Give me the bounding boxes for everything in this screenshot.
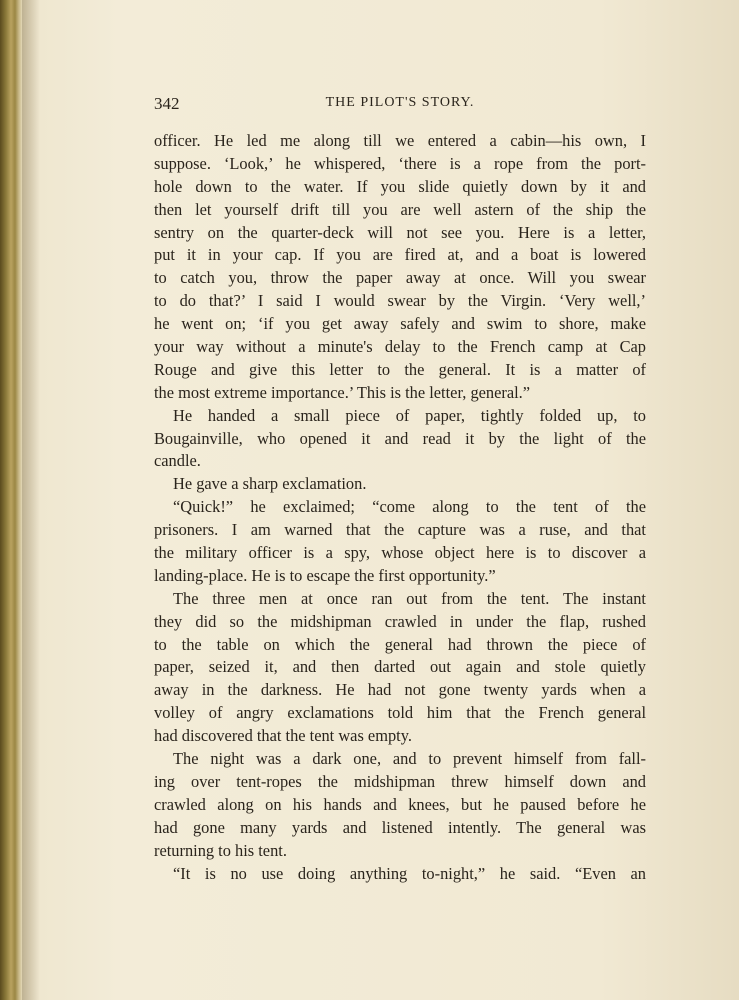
text-line: he went on; ‘if you get away safely and swim to shore, make xyxy=(154,314,646,334)
text-line: landing-place. He is to escape the first opportunity.” xyxy=(154,565,496,585)
text-line: your way without a minute's delay to the French camp at Cap xyxy=(154,337,646,357)
book-spine xyxy=(0,0,22,1000)
text-line: prisoners. I am warned that the capture was a ruse, and that xyxy=(154,520,646,540)
text-line: volley of angry exclamations told him that the French general xyxy=(154,703,646,723)
text-line: suppose. ‘Look,’ he whispered, ‘there is a rope from the port- xyxy=(154,153,646,173)
text-line: ing over tent-ropes the midshipman threw himself down and xyxy=(154,771,646,791)
text-line: paper, seized it, and then darted out again and stole quietly xyxy=(154,657,646,677)
text-line: He handed a small piece of paper, tightly folded up, to xyxy=(173,405,646,425)
gutter-shadow xyxy=(22,0,40,1000)
text-line: Rouge and give this letter to the general. It is a matter of xyxy=(154,359,646,379)
text-line: had gone many yards and listened intently. The general was xyxy=(154,817,646,837)
text-line: put it in your cap. If you are fired at, and a boat is lowered xyxy=(154,245,646,265)
text-line: The night was a dark one, and to prevent himself from fall- xyxy=(173,749,646,769)
text-line: the most extreme importance.’ This is the letter, general.” xyxy=(154,382,531,402)
text-line: crawled along on his hands and knees, but he paused before he xyxy=(154,794,646,814)
text-line: sentry on the quarter-deck will not see you. Here is a letter, xyxy=(154,222,646,242)
text-line: then let yourself drift till you are well astern of the ship the xyxy=(154,199,646,219)
text-line: the military officer is a spy, whose object here is to discover a xyxy=(154,543,646,563)
text-line: returning to his tent. xyxy=(154,840,287,860)
text-line: away in the darkness. He had not gone twenty yards when a xyxy=(154,680,646,700)
text-line: “It is no use doing anything to-night,” he said. “Even an xyxy=(173,863,646,883)
text-line: to do that?’ I said I would swear by the Virgin. ‘Very well,’ xyxy=(154,291,646,311)
text-line: He gave a sharp exclamation. xyxy=(173,474,367,494)
text-line: to catch you, throw the paper away at once. Will you swear xyxy=(154,268,646,288)
text-line: candle. xyxy=(154,451,201,471)
body-text xyxy=(154,130,646,885)
text-line: officer. He led me along till we entered a cabin—his own, I xyxy=(154,131,646,150)
text-line: Bougainville, who opened it and read it by the light of the xyxy=(154,428,646,448)
text-line: they did so the midshipman crawled in under the flap, rushed xyxy=(154,611,646,631)
page-number: 342 xyxy=(154,94,180,113)
text-line: hole down to the water. If you slide quietly down by it and xyxy=(154,176,646,196)
text-line: “Quick!” he exclaimed; “come along to the tent of the xyxy=(173,497,646,517)
text-line: to the table on which the general had thrown the piece of xyxy=(154,634,646,654)
text-line: The three men at once ran out from the tent. The instant xyxy=(173,588,646,608)
text-line: had discovered that the tent was empty. xyxy=(154,726,412,746)
running-head: THE PILOT'S STORY. xyxy=(325,95,475,110)
page-header xyxy=(154,94,646,116)
